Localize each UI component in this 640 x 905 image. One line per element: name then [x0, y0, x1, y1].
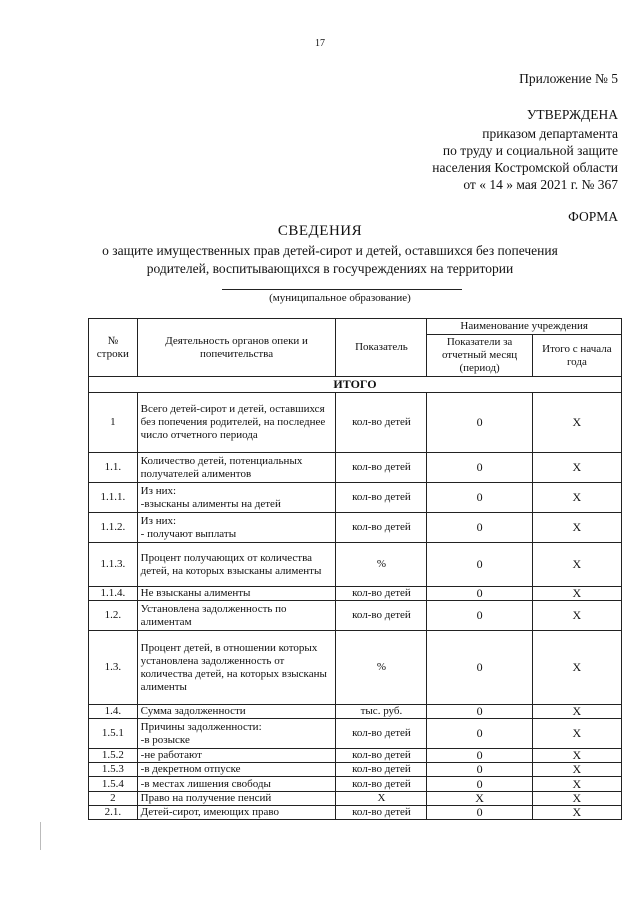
period-value-cell: 0	[427, 483, 532, 513]
table-row	[89, 543, 622, 587]
period-value-cell: 0	[427, 749, 532, 763]
indicator-cell: кол-во детей	[336, 806, 427, 820]
indicator-cell: кол-во детей	[336, 587, 427, 601]
ytd-value-cell: Х	[532, 763, 621, 777]
ytd-value-cell: Х	[532, 749, 621, 763]
header-period: Показатели за отчетный месяц (период)	[427, 335, 532, 377]
header-row-no: № строки	[89, 319, 138, 377]
table-row	[89, 719, 622, 749]
order-line: приказом департамента	[482, 126, 618, 141]
ytd-value-cell: Х	[532, 631, 621, 705]
order-line: населения Костромской области	[432, 160, 618, 175]
approval-block	[432, 106, 618, 193]
indicator-cell: %	[336, 543, 427, 587]
table-row	[89, 631, 622, 705]
table-row	[89, 763, 622, 777]
indicator-cell: Х	[336, 792, 427, 806]
margin-mark	[40, 822, 41, 850]
row-number-cell: 2.1.	[89, 806, 138, 820]
period-value-cell: 0	[427, 513, 532, 543]
indicator-cell: кол-во детей	[336, 513, 427, 543]
row-number-cell: 1.3.	[89, 631, 138, 705]
ytd-value-cell: Х	[532, 601, 621, 631]
ytd-value-cell: Х	[532, 792, 621, 806]
table-row	[89, 513, 622, 543]
indicator-cell: тыс. руб.	[336, 705, 427, 719]
activity-cell: Из них: - получают выплаты	[137, 513, 336, 543]
indicator-cell: %	[336, 631, 427, 705]
row-number-cell: 1.1.3.	[89, 543, 138, 587]
row-number-cell: 1.1.1.	[89, 483, 138, 513]
activity-cell: Не взысканы алименты	[137, 587, 336, 601]
period-value-cell: 0	[427, 601, 532, 631]
header-ytd: Итого с начала года	[532, 335, 621, 377]
row-number-cell: 1.2.	[89, 601, 138, 631]
subtitle-line: о защите имущественных прав детей-сирот и детей, оставшихся без попечения	[102, 243, 558, 258]
table-row	[89, 749, 622, 763]
ytd-value-cell: Х	[532, 587, 621, 601]
row-number-cell: 1.5.1	[89, 719, 138, 749]
table-row	[89, 705, 622, 719]
activity-cell: -в декретном отпуске	[137, 763, 336, 777]
row-number-cell: 1.5.3	[89, 763, 138, 777]
document-title: СВЕДЕНИЯ	[277, 223, 363, 239]
ytd-value-cell: Х	[532, 719, 621, 749]
indicator-cell: кол-во детей	[336, 749, 427, 763]
row-number-cell: 1.4.	[89, 705, 138, 719]
row-number-cell: 1	[89, 393, 138, 453]
table-row	[89, 601, 622, 631]
period-value-cell: 0	[427, 806, 532, 820]
table-row	[89, 453, 622, 483]
row-number-cell: 1.5.4	[89, 777, 138, 792]
section-total-heading: ИТОГО	[89, 377, 622, 393]
municipality-caption: (муниципальное образование)	[269, 292, 411, 304]
table-row	[89, 393, 622, 453]
page-number: 17	[315, 38, 325, 49]
period-value-cell: 0	[427, 453, 532, 483]
ytd-value-cell: Х	[532, 513, 621, 543]
period-value-cell: 0	[427, 393, 532, 453]
activity-cell: Установлена задолженность по алиментам	[137, 601, 336, 631]
header-indicator: Показатель	[336, 319, 427, 377]
row-number-cell: 1.5.2	[89, 749, 138, 763]
ytd-value-cell: Х	[532, 705, 621, 719]
indicator-cell: кол-во детей	[336, 763, 427, 777]
indicator-cell: кол-во детей	[336, 719, 427, 749]
row-number-cell: 1.1.4.	[89, 587, 138, 601]
period-value-cell: 0	[427, 763, 532, 777]
ytd-value-cell: Х	[532, 453, 621, 483]
activity-cell: Из них: -взысканы алименты на детей	[137, 483, 336, 513]
period-value-cell: 0	[427, 631, 532, 705]
order-line: по труду и социальной защите	[442, 143, 618, 158]
period-value-cell: 0	[427, 777, 532, 792]
row-number-cell: 1.1.	[89, 453, 138, 483]
indicator-cell: кол-во детей	[336, 393, 427, 453]
activity-cell: Право на получение пенсий	[137, 792, 336, 806]
table-row	[89, 777, 622, 792]
activity-cell: Процент получающих от количества детей, на которых взысканы алименты	[137, 543, 336, 587]
activity-cell: Сумма задолженности	[137, 705, 336, 719]
period-value-cell: Х	[427, 792, 532, 806]
ytd-value-cell: Х	[532, 777, 621, 792]
approved-heading: УТВЕРЖДЕНА	[526, 107, 618, 122]
activity-cell: Детей-сирот, имеющих право	[137, 806, 336, 820]
row-number-cell: 2	[89, 792, 138, 806]
forma-label: ФОРМА	[568, 209, 618, 224]
period-value-cell: 0	[427, 543, 532, 587]
period-value-cell: 0	[427, 705, 532, 719]
activity-cell: -в местах лишения свободы	[137, 777, 336, 792]
header-institution: Наименование учреждения	[427, 319, 622, 335]
row-number-cell: 1.1.2.	[89, 513, 138, 543]
ytd-value-cell: Х	[532, 543, 621, 587]
indicator-cell: кол-во детей	[336, 453, 427, 483]
activity-cell: Количество детей, потенциальных получателей алиментов	[137, 453, 336, 483]
document-subtitle	[20, 242, 640, 278]
data-table	[88, 318, 622, 820]
subtitle-line: родителей, воспитывающихся в госучреждениях на территории	[146, 261, 514, 276]
table-row	[89, 587, 622, 601]
table-row	[89, 792, 622, 806]
municipality-underline	[222, 289, 462, 290]
table-row	[89, 806, 622, 820]
indicator-cell: кол-во детей	[336, 601, 427, 631]
indicator-cell: кол-во детей	[336, 777, 427, 792]
activity-cell: -не работают	[137, 749, 336, 763]
header-activity: Деятельность органов опеки и попечительства	[137, 319, 336, 377]
ytd-value-cell: Х	[532, 393, 621, 453]
appendix-label: Приложение № 5	[519, 71, 618, 86]
activity-cell: Причины задолженности: -в розыске	[137, 719, 336, 749]
ytd-value-cell: Х	[532, 483, 621, 513]
table-row	[89, 483, 622, 513]
activity-cell: Всего детей-сирот и детей, оставшихся без попечения родителей, на последнее число отчетного периода	[137, 393, 336, 453]
activity-cell: Процент детей, в отношении которых установлена задолженность от количества детей, на которых взысканы алименты	[137, 631, 336, 705]
period-value-cell: 0	[427, 587, 532, 601]
indicator-cell: кол-во детей	[336, 483, 427, 513]
ytd-value-cell: Х	[532, 806, 621, 820]
order-line: от « 14 » мая 2021 г. № 367	[463, 177, 618, 192]
period-value-cell: 0	[427, 719, 532, 749]
